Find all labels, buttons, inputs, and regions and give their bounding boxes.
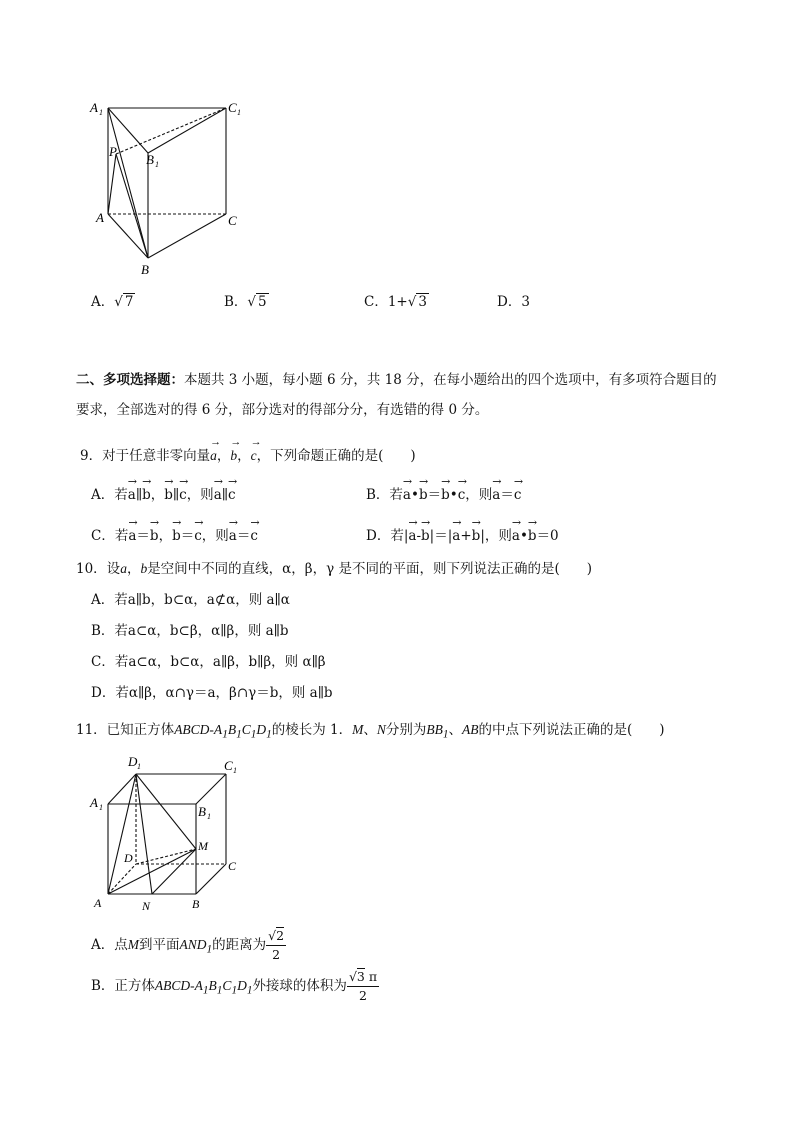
vec-a: → a [512,521,520,545]
sqrt-radicand: 5 [258,294,267,310]
option-prefix: C． [364,294,388,310]
q10-stem-b: 是空间中不同的直线，α，β，γ 是不同的平面，则下列说法正确的是( ) [147,561,593,577]
var-N: N [376,722,386,737]
var-b: b [140,561,148,576]
section2-line1 [76,371,717,389]
q9-option-a: A．若→ a∥→ b，→ b∥→ c，则→ a∥→ c [91,480,236,504]
vec-a: → a [128,480,136,504]
label-A: A [96,210,104,225]
edge-AB: AB [461,722,479,737]
sqrt-7: √ 7 [114,294,134,310]
option-end: 外接球的体积为 [252,978,347,994]
q11-stem: 11．已知正方体ABCD-$A_1B_1C_1D_1$的棱长为 1．M、N分别为$BB_1$、AB的中点下列说法正确的是( ) [76,722,665,741]
option-label: C．若 [91,654,129,670]
q10-stem: 10．设a，b是空间中不同的直线，α，β，γ 是不同的平面，则下列说法正确的是( ) [76,561,593,577]
label-P: P [109,144,117,159]
q10-option-c [91,653,326,671]
section2-line2: 要求，全部选对的得 6 分，部分选对的得部分分，有选错的得 0 分。 [76,402,489,418]
option-label: B．正方体 [91,978,155,994]
section-desc: 本题共 3 小题，每小题 6 分，共 18 分，在每小题给出的四个选项中，有多项符合题目的 [184,372,717,388]
option-label: B．若 [366,487,403,503]
label-N: N [142,899,151,913]
label-D: D [124,851,133,865]
vec-a: → a [403,480,411,504]
option-mid: 到平面 [139,937,180,953]
option-prefix: B． [224,294,248,310]
vec-b: → b [230,441,237,465]
vec-b: → b [172,521,181,545]
option-text: α∥β，α∩γ＝a，β∩γ＝b，则 a∥b [128,685,333,701]
sqrt-3: √ 3 [407,294,427,310]
q9-option-d: D．若|→ a-→ b|＝|→ a+→ b|，则→ a•→ b＝0 [366,521,559,545]
edge-BB1: $BB_1$ [426,722,449,741]
option-text: a∥b，b⊂α，a⊄α，则 a∥α [127,592,290,608]
vec-b: → b [472,521,481,545]
option-end: 的距离为 [212,937,267,953]
label-A: A [94,896,102,910]
sqrt-5: √ 5 [247,294,267,310]
vec-c: → c [194,521,202,545]
option-prefix: D． [497,294,522,310]
label-C1-sub: 1 [233,766,237,775]
vec-c: → c [514,480,522,504]
vec-b: → b [421,521,430,545]
option-text: 3 [521,294,530,310]
cube-name: ABCD-$A_1B_1C_1D_1$ [154,978,253,997]
q10-option-b [91,622,289,640]
option-label: D．若 [91,685,129,701]
cube-figure [86,752,256,914]
option-prefix: A． [91,294,115,310]
vec-c: → c [251,441,257,465]
vec-c: → c [179,480,187,504]
label-C1-sub: 1 [237,108,241,117]
q11-option-b [91,968,379,1005]
q10-option-d [91,684,333,702]
label-A1-sub: 1 [99,108,103,117]
vec-a: → a [210,441,217,465]
label-B1: B [198,804,206,819]
fraction-sqrt2-over-2: $\frac{√2}{2}$ [268,928,285,962]
sqrt-radicand: 3 [418,294,427,310]
cube-name: ABCD-$A_1B_1C_1D_1$ [174,722,272,741]
label-A1: A [90,100,98,115]
vec-a: → a [408,521,416,545]
q9-stem-a: 9．对于任意非零向量 [80,448,211,464]
vec-c: → c [458,480,466,504]
vec-b: → b [528,521,537,545]
vec-b: → b [164,480,173,504]
option-label: A．点 [91,937,128,953]
option-label: C．若 [91,528,129,544]
label-B: B [192,897,200,911]
q9-option-c: C．若→ a＝→ b，→ b＝→ c，则→ a＝→ c [91,521,258,545]
label-C1: C [224,758,233,773]
option-label: A．若 [91,592,128,608]
label-C: C [228,213,237,228]
label-B1: B [146,152,154,167]
q10-stem-a: 10．设 [76,561,121,577]
label-C1: C [228,100,237,115]
vec-b: → b [142,480,151,504]
q8-option-c [364,290,429,310]
label-D1-sub: 1 [137,762,141,771]
q11-stem-c: 分别为 [385,722,427,738]
q10-option-a [91,591,290,609]
label-C: C [228,859,237,873]
vec-a: → a [214,480,222,504]
vec-a: → a [229,521,237,545]
vec-b: → b [441,480,450,504]
sqrt-radicand: 7 [124,294,134,310]
prism-figure [86,96,256,281]
vec-b: → b [150,521,159,545]
vec-a: → a [452,521,460,545]
section-title: 二、多项选择题： [76,372,184,388]
q11-stem-b: 的棱长为 1． [271,722,353,738]
vec-c: → c [250,521,258,545]
q9-stem: 9．对于任意非零向量→ a，→ b，→ c，下列命题正确的是( ) [80,441,416,465]
option-pre: 1+ [387,294,408,310]
option-text: a⊂α，b⊂β，α∥β，则 a∥b [127,623,289,639]
q8-option-b [224,290,269,310]
option-label: B．若 [91,623,128,639]
var-M: M [127,937,139,952]
q8-option-d [497,290,530,310]
vec-b: → b [419,480,428,504]
option-label: A．若 [91,487,128,503]
q9-option-b: B．若→ a•→ b＝→ b•→ c，则→ a＝→ c [366,480,521,504]
plane-AND1: $AND_1$ [179,937,213,956]
q11-stem-d: 的中点下列说法正确的是( ) [478,722,665,738]
option-label: D．若 [366,528,404,544]
q9-stem-b: ，下列命题正确的是( ) [256,448,416,464]
q11-option-a [91,927,286,964]
label-B: B [141,262,149,277]
label-D1: D [128,754,138,769]
label-B1-sub: 1 [155,160,159,169]
var-a: a [120,561,127,576]
q8-option-a [91,290,135,310]
vec-a: → a [492,480,500,504]
vec-c: → c [228,480,236,504]
label-M: M [198,839,208,853]
label-A1: A [90,795,98,810]
fraction-sqrt3pi-over-2: $\frac{√3 \pi}{2}$ [348,969,378,1003]
label-A1-sub: 1 [99,803,103,812]
q11-stem-a: 11．已知正方体 [76,722,175,738]
option-text: a⊂α，b⊂α，a∥β，b∥β，则 α∥β [128,654,326,670]
var-M: M [352,722,364,737]
label-B1-sub: 1 [207,812,211,821]
vec-a: → a [128,521,136,545]
